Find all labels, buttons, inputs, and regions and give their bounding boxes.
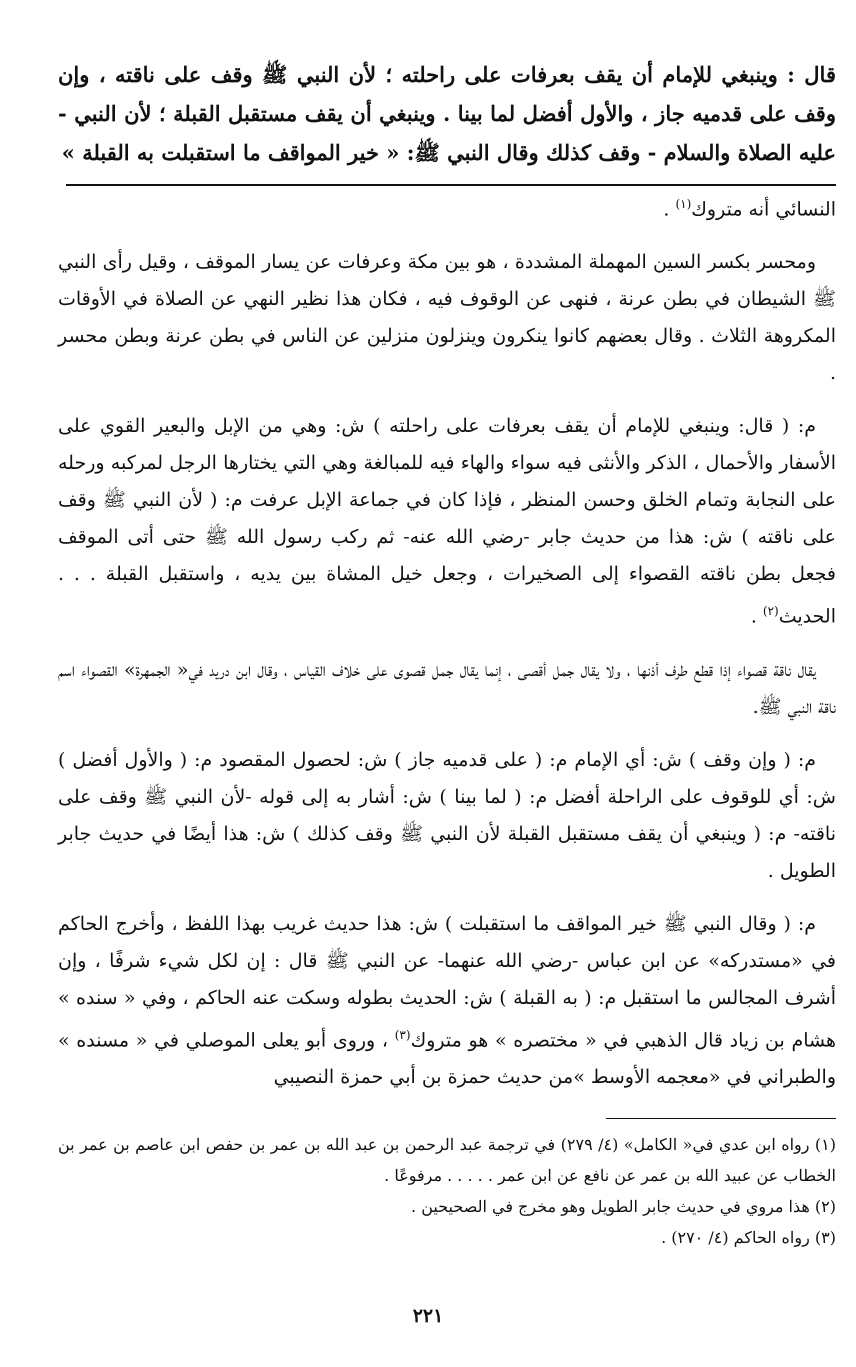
paragraph-1-text: النسائي أنه متروك: [691, 198, 836, 221]
matn-block: [58, 55, 836, 172]
paragraph-3-text: م: ( قال: وينبغي للإمام أن يقف بعرفات على راحلته ) ش: وهي من الإبل والبعير القوي على الأسفار والأحمال ، الذكر والأنثى فيه سواء والهاء فيه للمبالغة وهي التي يختارها الرجل لمركبه ورحله على النجابة وتمام الخلق وحسن المنظر ، فإذا كان في جماعة الإبل عرفت م: ( لأن النبي ﷺ وقف على ناقته ) ش: هذا من حديث جابر -رضي الله عنه- ثم ركب رسول الله ﷺ حتى أتى الموقف فجعل بطن ناقته القصواء إلى الصخيرات ، وجعل خيل المشاة بين يديه ، واستقبل القبلة . . . الحديث: [58, 415, 836, 628]
paragraph-2: ومحسر بكسر السين المهملة المشددة ، هو بين مكة وعرفات عن يسار الموقف ، وقيل رأى النبي ﷺ الشيطان في بطن عرنة ، فنهى عن الوقوف فيه ، فكان هذا نظير النهي عن الصلاة في الأوقات المكروهة الثلاث . وقال بعضهم كانوا ينكرون وينزلون منزلين عن الناس في بطن عرنة وبطن محسر .: [58, 251, 836, 385]
footnote-1: (١) رواه ابن عدي في« الكامل» (٤/ ٢٧٩) في ترجمة عبد الرحمن بن عبد الله بن عمر بن حفص ابن عاصم بن عمر بن الخطاب عن عبيد الله بن عمر عن نافع عن ابن عمر . . . . . مرفوعًا .: [58, 1134, 837, 1185]
footnote-ref-1: (١): [675, 197, 692, 211]
paragraph-6-end: ، وروى أبو يعلى الموصلي في « مسنده » والطبراني في «معجمه الأوسط »من حديث حمزة بن أبي حمزة النصيبي: [58, 1028, 836, 1088]
matn-text: قال : وينبغي للإمام أن يقف بعرفات على راحلته ؛ لأن النبي ﷺ وقف على ناقته ، وإن وقف على قدميه جاز ، والأول أفضل لما بينا . وينبغي أن يقف مستقبل القبلة ؛ لأن النبي - عليه الصلاة والسلام - وقف كذلك وقال النبي ﷺ: « خير المواقف ما استقبلت به القبلة »: [58, 62, 836, 165]
paragraph-1: [58, 186, 836, 228]
paragraph-3: [58, 408, 836, 635]
footnote-ref-3: (٣): [394, 1027, 411, 1042]
footnotes: [58, 1129, 836, 1253]
page-number: ٢٢١: [412, 1305, 444, 1327]
page: [58, 55, 836, 1253]
commentary-body: [58, 186, 836, 1096]
paragraph-1-end: .: [663, 198, 676, 221]
paragraph-4: يقال ناقة قصواء إذا قطع طرف أذنها ، ولا يقال جمل أقصى ، إنما يقال جمل قصوى على خلاف القياس ، وقال ابن دريد في« الجمهرة» القصواء اسم ناقة النبي ﷺ.: [58, 658, 836, 718]
footnote-3: (٣) رواه الحاكم (٤/ ٢٧٠) .: [661, 1227, 836, 1247]
footnote-ref-2: (٢): [762, 604, 779, 619]
paragraph-5: م: ( وإن وقف ) ش: أي الإمام م: ( على قدميه جاز ) ش: لحصول المقصود م: ( والأول أفضل ) ش: أي للوقوف على الراحلة أفضل م: ( لما بينا ) ش: أشار به إلى قوله -لأن النبي ﷺ وقف على ناقته- م: ( وينبغي أن يقف مستقبل القبلة لأن النبي ﷺ وقف كذلك ) ش: هذا أيضًا في حديث جابر الطويل .: [58, 748, 836, 882]
footnote-2: (٢) هذا مروي في حديث جابر الطويل وهو مخرج في الصحيحين .: [411, 1196, 836, 1216]
footnote-divider: [606, 1118, 836, 1119]
paragraph-6-text: م: ( وقال النبي ﷺ خير المواقف ما استقبلت ) ش: هذا حديث غريب بهذا اللفظ ، وأخرج الحاكم في «مستدركه» عن ابن عباس -رضي الله عنهما- عن النبي ﷺ قال : إن لكل شيء شرفًا ، وإن أشرف المجالس ما استقبل م: ( به القبلة ) ش: الحديث بطوله وسكت عنه الحاكم ، وفي « سنده » هشام بن زياد قال الذهبي في « مختصره » هو متروك: [58, 912, 837, 1051]
paragraph-6: [58, 906, 836, 1096]
paragraph-3-end: .: [750, 605, 763, 628]
